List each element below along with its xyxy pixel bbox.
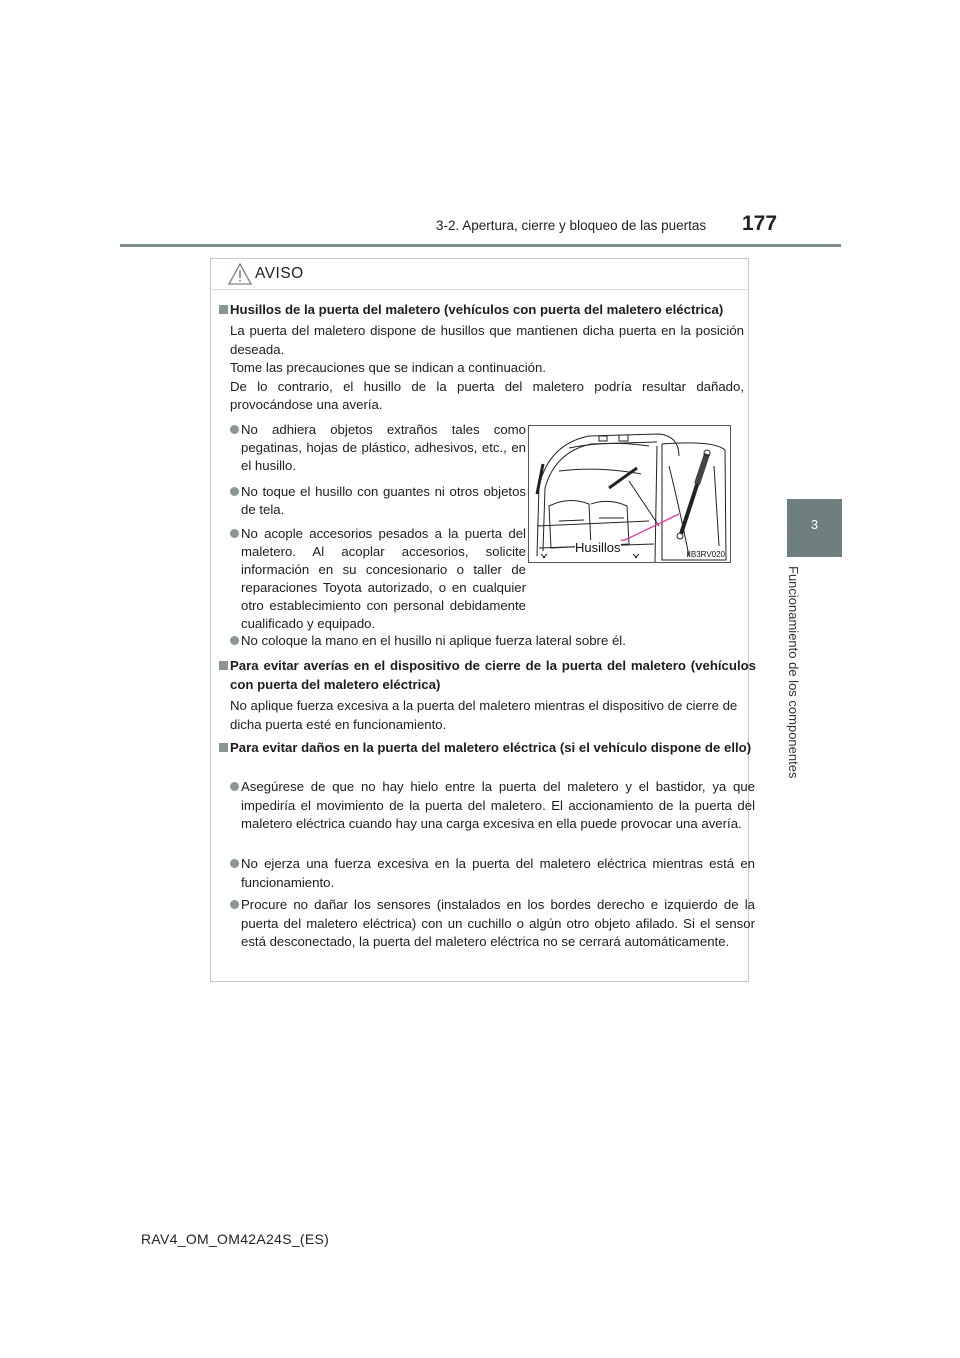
warning-header-divider <box>212 289 747 290</box>
bullet-item: No acople accesorios pesados a la puerta del maletero. Al acoplar accesorios, solicite información en su concesionario o taller de reparaciones Toyota autorizado, o en cualquier otro establecimiento con personal debidamente cualificado y equipado. <box>230 525 526 633</box>
page-number: 177 <box>742 212 778 235</box>
section-heading: Husillos de la puerta del maletero (vehículos con puerta del maletero eléctrica) <box>219 301 756 320</box>
square-bullet-icon <box>219 661 228 670</box>
document-id: RAV4_OM_OM42A24S_(ES) <box>141 1231 330 1247</box>
chapter-label-text: Funcionamiento de los componentes <box>786 566 801 779</box>
round-bullet-icon <box>230 636 239 645</box>
bullet-item: Asegúrese de que no hay hielo entre la puerta del maletero y el bastidor, ya que impediría el movimiento de la puerta del maletero. El accionamiento de la puerta del maletero eléctrica cuando hay una carga excesiva en ella puede provocar una avería. <box>230 778 755 834</box>
bullet-item: No toque el husillo con guantes ni otros objetos de tela. <box>230 483 526 519</box>
figure-label: Husillos <box>575 540 621 555</box>
tailgate-drawing <box>529 426 731 563</box>
section-heading: Para evitar averías en el dispositivo de cierre de la puerta del maletero (vehículos con puerta del maletero eléctrica) <box>219 657 756 694</box>
chapter-tab <box>787 499 842 557</box>
chapter-number: 3 <box>810 517 819 532</box>
figure-code: IIB3RV020 <box>686 550 725 559</box>
round-bullet-icon <box>230 487 239 496</box>
warning-triangle-icon <box>227 262 253 286</box>
bullet-item: Procure no dañar los sensores (instalados en los bordes derecho e izquierdo de la puerta del maletero eléctrica) con un cuchillo o algún otro objeto afilado. Si el sensor está desconectado, la puerta del maletero eléctrica no se cerrará automáticamente. <box>230 896 755 952</box>
round-bullet-icon <box>230 529 239 538</box>
bullet-item: No adhiera objetos extraños tales como pegatinas, hojas de plástico, adhesivos, etc., en el husillo. <box>230 421 526 475</box>
round-bullet-icon <box>230 425 239 434</box>
warning-title: AVISO <box>255 265 304 282</box>
round-bullet-icon <box>230 900 239 909</box>
warning-header <box>211 259 748 289</box>
square-bullet-icon <box>219 305 228 314</box>
bullet-item: No coloque la mano en el husillo ni aplique fuerza lateral sobre él. <box>230 632 755 651</box>
chapter-label <box>781 566 805 784</box>
warning-box <box>210 258 756 982</box>
section-body: No aplique fuerza excesiva a la puerta del maletero mientras el dispositivo de cierre de dicha puerta esté en funcionamiento. <box>230 698 738 732</box>
bullet-item: No ejerza una fuerza excesiva en la puerta del maletero eléctrica mientras está en funcionamiento. <box>230 855 755 892</box>
round-bullet-icon <box>230 859 239 868</box>
strut-illustration <box>528 425 731 563</box>
section-body: La puerta del maletero dispone de husillos que mantienen dicha puerta en la posición deseada. Tome las precauciones que se indican a continuación. De lo contrario, el husillo de la puerta del maletero podría resultar dañado, provocándose una avería. <box>230 323 744 412</box>
square-bullet-icon <box>219 743 228 752</box>
header-divider <box>120 244 841 247</box>
round-bullet-icon <box>230 782 239 791</box>
section-heading: Para evitar daños en la puerta del maletero eléctrica (si el vehículo dispone de ello) <box>219 739 756 758</box>
section-title: 3-2. Apertura, cierre y bloqueo de las puertas <box>436 218 707 233</box>
